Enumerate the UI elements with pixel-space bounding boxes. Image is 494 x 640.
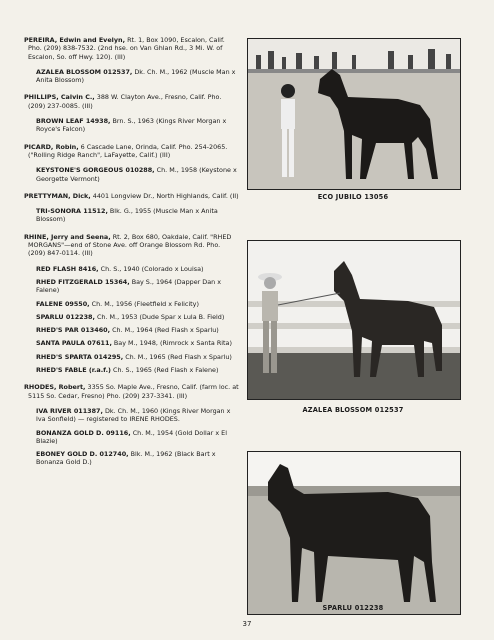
entry-details: Ch. S., 1965 (Red Flash x Falene) — [110, 366, 219, 375]
photo1-caption: ECO JUBILO 13056 — [317, 193, 389, 201]
horse-name: TRI-SONORA 11512, — [36, 207, 108, 216]
entry-details: Ch. M., 1965 (Red Flash x Sparlu) — [123, 352, 232, 361]
owner-entry — [24, 192, 239, 200]
horse-entry — [24, 166, 239, 183]
owner-name: PRETTYMAN, Dick, — [24, 191, 91, 200]
owner-entry — [24, 143, 239, 160]
entry-details: Dk. Ch. M., 1962 (Muscle Man x Anita Blossom) — [36, 67, 236, 85]
entry-details: Ch. M., 1964 (Red Flash x Sparlu) — [110, 326, 219, 335]
horse-entry — [24, 313, 239, 321]
entry-details: 6 Cascade Lane, Orinda, Calif. Pho. 254-2065. ("Rolling Ridge Ranch", LaFayette, Calif.) (III) — [28, 142, 228, 159]
horse-entry — [24, 117, 239, 134]
horse-name: RHED FITZGERALD 15364, — [36, 277, 130, 286]
owner-entry — [24, 383, 239, 400]
entry-details: Ch. M., 1956 (Fleetfield x Felicity) — [89, 299, 199, 308]
owner-entry — [24, 36, 239, 61]
horse-name: BROWN LEAF 14938, — [36, 117, 111, 126]
horse-entry — [24, 366, 239, 374]
owner-name: RHODES, Robert, — [24, 383, 86, 392]
horse-name: BONANZA GOLD D. 09116, — [36, 428, 131, 437]
horse-entry — [24, 450, 239, 467]
horse-entry — [24, 407, 239, 424]
entry-details: Blk. G., 1955 (Muscle Man x Anita Blossom) — [36, 207, 218, 224]
horse-name: IVA RIVER 011387, — [36, 406, 103, 415]
entry-details: Ch. M., 1953 (Dude Spar x Lula B. Field) — [94, 312, 225, 321]
entry-details: 3355 So. Maple Ave., Fresno, Calif. (farm loc. at 5115 So. Cedar, Fresno) Pho. (209) 237-3341. (III) — [28, 383, 239, 400]
photo3-caption: SPARLU 012238 — [322, 604, 384, 612]
horse-entry — [24, 326, 239, 334]
horse-entry — [24, 353, 239, 361]
horse-entry — [24, 68, 239, 85]
horse-name: KEYSTONE'S GORGEOUS 010288, — [36, 166, 155, 175]
horse-entry — [24, 339, 239, 347]
horse-name: FALENE 09550, — [36, 299, 90, 308]
horse-name: RHED'S FABLE (r.a.f.) — [36, 366, 111, 375]
entry-details: Rt. 2, Box 680, Oakdale, Calif. "RHED MORGANS"—end of Stone Ave. off Orange Blossom Rd. Pho. (209) 847-0114. (III) — [28, 232, 232, 258]
photo2-caption: AZALEA BLOSSOM 012537 — [302, 406, 404, 414]
entry-details: 388 W. Clayton Ave., Fresno, Calif. Pho. (209) 237-0085. (III) — [28, 93, 222, 110]
horse-name: RED FLASH 8416, — [36, 264, 99, 273]
entry-details: Rt. 1, Box 1090, Escalon, Calif. Pho. (209) 838-7532. (2nd hse. on Van Ghlan Rd., 3 Mi. W. of Escalon, So. off Hwy. 120). (III) — [28, 36, 225, 61]
horse-entry — [24, 429, 239, 446]
entry-details: Dk. Ch. M., 1960 (Kings River Morgan x Iva Sonfield) — registered to IRENE RHODES. — [36, 406, 231, 424]
horse-name: RHED'S PAR 013460, — [36, 326, 111, 335]
entry-details: 4401 Longview Dr., North Highlands, Calif. (II) — [90, 191, 239, 200]
entry-details: Ch. M., 1958 (Keystone x Georgette Vermont) — [36, 166, 237, 183]
listing-column — [24, 36, 239, 472]
horse-photo-sparlu — [247, 451, 461, 615]
horse-name: RHED'S SPARTA 014295, — [36, 352, 124, 361]
horse-name: AZALEA BLOSSOM 012537, — [36, 67, 133, 76]
owner-name: RHINE, Jerry and Seena, — [24, 232, 111, 241]
entry-details: Brn. S., 1963 (Kings River Morgan x Royce's Falcon) — [36, 117, 227, 134]
horse-entry — [24, 207, 239, 224]
owner-name: PHILLIPS, Calvin C., — [24, 93, 95, 102]
owner-name: PEREIRA, Edwin and Evelyn, — [24, 36, 126, 44]
owner-name: PICARD, Robin, — [24, 142, 79, 151]
owner-entry — [24, 233, 239, 258]
entry-details: Ch. S., 1940 (Colorado x Louisa) — [98, 264, 204, 273]
horse-entry — [24, 300, 239, 308]
owner-entry — [24, 93, 239, 110]
horse-photo-eco-jubilo — [247, 38, 461, 190]
entry-details: Bay M., 1948, (Rimrock x Santa Rita) — [111, 339, 232, 348]
entry-details: Bay S., 1964 (Dapper Dan x Falene) — [36, 277, 221, 295]
horse-name: SANTA PAULA 07611, — [36, 339, 112, 348]
horse-entry — [24, 265, 239, 273]
entry-details: Blk. M., 1962 (Black Bart x Bonanza Gold D.) — [36, 450, 216, 467]
horse-photo-azalea-blossom — [247, 240, 461, 400]
horse-name: SPARLU 012238, — [36, 312, 95, 321]
horse-name: EBONEY GOLD D. 012740, — [36, 450, 129, 459]
page-number: 37 — [242, 620, 252, 628]
entry-details: Ch. M., 1954 (Gold Dollar x El Blazie) — [36, 428, 227, 445]
horse-entry — [24, 278, 239, 295]
